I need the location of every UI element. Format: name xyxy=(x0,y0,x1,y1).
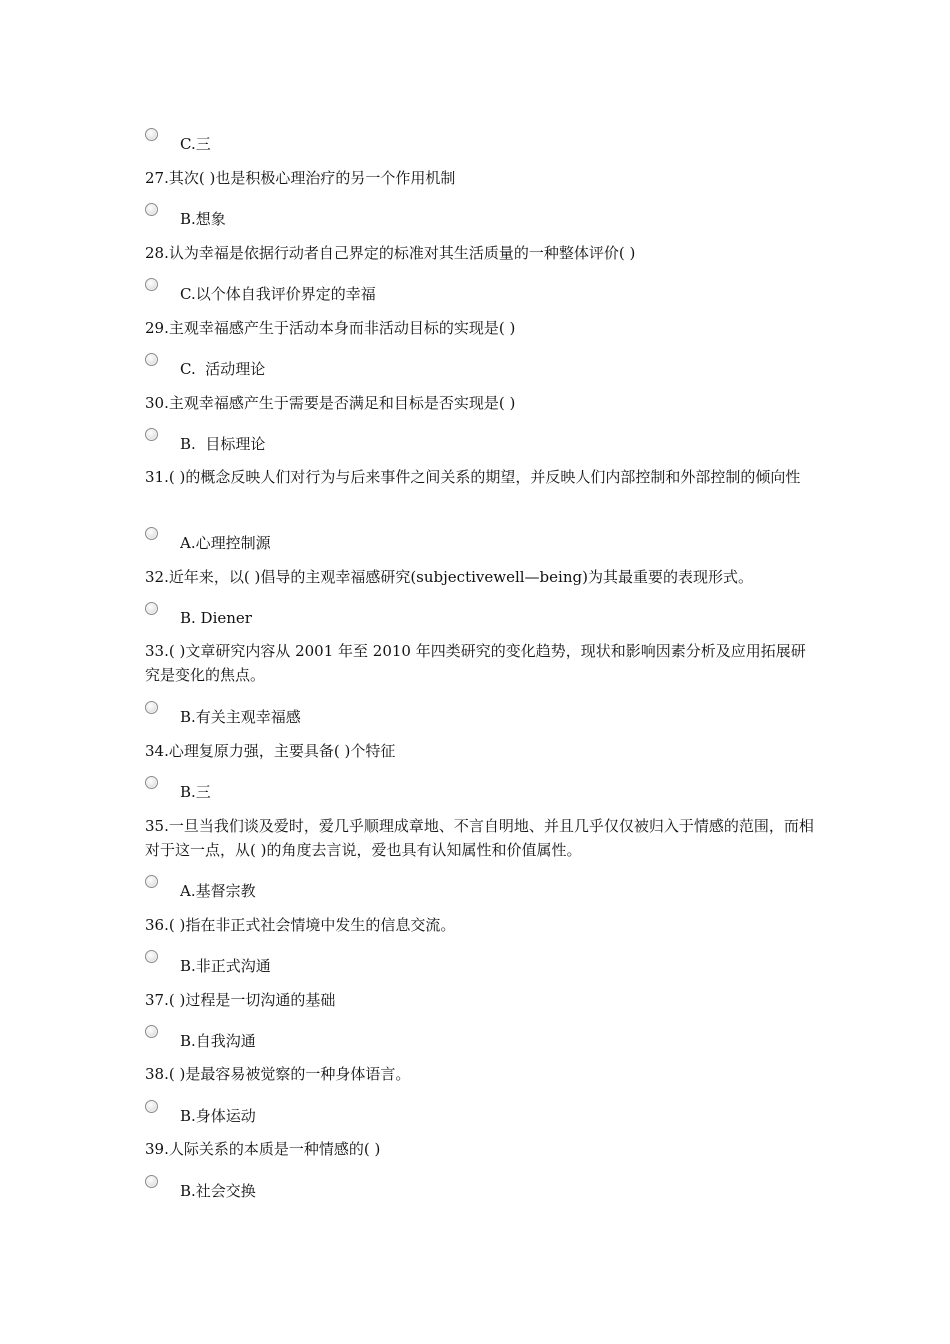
answer-text: B.社会交换 xyxy=(180,1182,256,1200)
question-text: 39.人际关系的本质是一种情感的( ) xyxy=(145,1140,381,1158)
answer-text: B.身体运动 xyxy=(180,1107,256,1125)
question-text: 34.心理复原力强，主要具备( )个特征 xyxy=(145,742,396,760)
answer-option[interactable] xyxy=(145,1025,745,1053)
answer-option[interactable] xyxy=(145,527,745,555)
radio-button-icon[interactable] xyxy=(145,875,158,888)
question-text: 35.一旦当我们谈及爱时，爱几乎顺理成章地、不言自明地、并且几乎仅仅被归入于情感的范围，而相对于这一点，从( )的角度去言说，爱也具有认知属性和价值属性。 xyxy=(145,817,814,859)
answer-option[interactable] xyxy=(145,353,745,381)
answer-option[interactable] xyxy=(145,950,745,978)
radio-button-icon[interactable] xyxy=(145,527,158,540)
question-text: 32.近年来，以( )倡导的主观幸福感研究(subjectivewell—being)为其最重要的表现形式。 xyxy=(145,568,753,586)
question-text: 36.( )指在非正式社会情境中发生的信息交流。 xyxy=(145,916,456,934)
answer-text: C.三 xyxy=(180,135,211,153)
answer-option[interactable] xyxy=(145,278,745,306)
radio-button-icon[interactable] xyxy=(145,1025,158,1038)
answer-option[interactable] xyxy=(145,602,745,630)
answer-option[interactable] xyxy=(145,203,745,231)
answer-text: B. Diener xyxy=(180,609,252,627)
question-text: 29.主观幸福感产生于活动本身而非活动目标的实现是( ) xyxy=(145,319,516,337)
answer-text: B.有关主观幸福感 xyxy=(180,708,301,726)
question-text: 37.( )过程是一切沟通的基础 xyxy=(145,991,336,1009)
radio-button-icon[interactable] xyxy=(145,950,158,963)
answer-option[interactable] xyxy=(145,128,745,156)
question-text: 28.认为幸福是依据行动者自己界定的标准对其生活质量的一种整体评价( ) xyxy=(145,244,636,262)
radio-button-icon[interactable] xyxy=(145,776,158,789)
radio-button-icon[interactable] xyxy=(145,701,158,714)
answer-option[interactable] xyxy=(145,1175,745,1203)
radio-button-icon[interactable] xyxy=(145,1175,158,1188)
radio-button-icon[interactable] xyxy=(145,128,158,141)
question-text: 31.( )的概念反映人们对行为与后来事件之间关系的期望，并反映人们内部控制和外部控制的倾向性 xyxy=(145,468,801,486)
answer-text: C. 活动理论 xyxy=(180,360,266,378)
answer-text: B.自我沟通 xyxy=(180,1032,256,1050)
answer-text: A.基督宗教 xyxy=(180,882,256,900)
question-text: 38.( )是最容易被觉察的一种身体语言。 xyxy=(145,1065,411,1083)
radio-button-icon[interactable] xyxy=(145,278,158,291)
answer-option[interactable] xyxy=(145,1100,745,1128)
radio-button-icon[interactable] xyxy=(145,203,158,216)
question-text: 27.其次( )也是积极心理治疗的另一个作用机制 xyxy=(145,169,456,187)
answer-option[interactable] xyxy=(145,428,745,456)
answer-text: B. 目标理论 xyxy=(180,435,266,453)
radio-button-icon[interactable] xyxy=(145,602,158,615)
answer-text: A.心理控制源 xyxy=(180,534,271,552)
answer-option[interactable] xyxy=(145,776,745,804)
answer-text: C.以个体自我评价界定的幸福 xyxy=(180,285,376,303)
question-text: 33.( )文章研究内容从 2001 年至 2010 年四类研究的变化趋势，现状和影响因素分析及应用拓展研究是变化的焦点。 xyxy=(145,642,806,684)
radio-button-icon[interactable] xyxy=(145,1100,158,1113)
radio-button-icon[interactable] xyxy=(145,428,158,441)
answer-option[interactable] xyxy=(145,701,745,729)
question-text: 30.主观幸福感产生于需要是否满足和目标是否实现是( ) xyxy=(145,394,516,412)
answer-text: B.非正式沟通 xyxy=(180,957,271,975)
answer-option[interactable] xyxy=(145,875,745,903)
answer-text: B.三 xyxy=(180,783,211,801)
radio-button-icon[interactable] xyxy=(145,353,158,366)
answer-text: B.想象 xyxy=(180,210,226,228)
